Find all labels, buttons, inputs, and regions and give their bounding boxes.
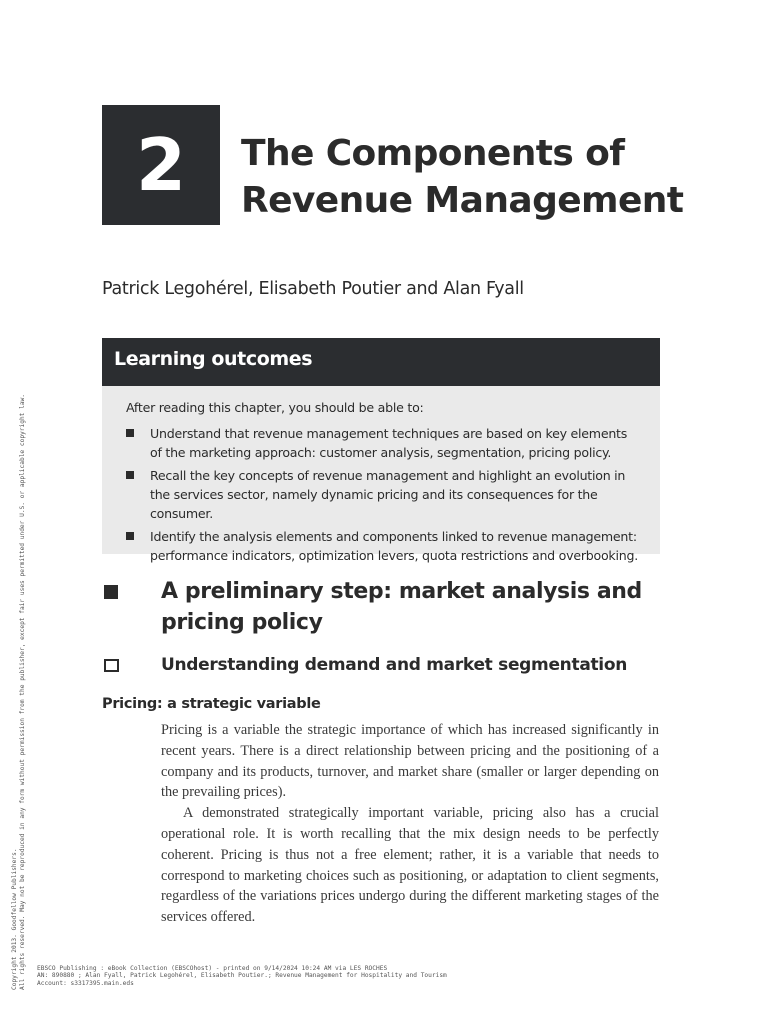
- learning-outcome-text: Understand that revenue management techniques are based on key elements of the marketing approach: customer analysis, segmentation, pricing policy.: [150, 426, 628, 460]
- square-bullet-icon: [126, 532, 134, 540]
- print-footer: [37, 965, 447, 987]
- learning-outcomes-box: [102, 386, 660, 563]
- chapter-number-box: [102, 105, 220, 225]
- copyright-line: All rights reserved. May not be reproduced in any form without permission from the publisher, except fair uses permitted under U.S. or applicable copyright law.: [18, 393, 26, 990]
- chapter-authors: Patrick Legohérel, Elisabeth Poutier and Alan Fyall: [102, 279, 524, 299]
- hollow-square-icon: [104, 659, 119, 672]
- footer-line: EBSCO Publishing : eBook Collection (EBSCOhost) - printed on 9/14/2024 10:24 AM via LES ROCHES: [37, 965, 388, 972]
- paragraph: Pricing is a variable the strategic importance of which has increased significantly in recent years. There is a direct relationship between pricing and the positioning of a company and its products, turnover, and market share (smaller or larger depending on the prevailing prices).: [161, 722, 659, 801]
- chapter-title-line2: Revenue Management: [241, 180, 684, 221]
- learning-outcome-item: [126, 466, 640, 523]
- copyright-notice: [11, 394, 26, 990]
- copyright-line: Copyright 2013. Goodfellow Publishers.: [11, 848, 18, 990]
- chapter-title: [241, 130, 683, 224]
- footer-line: AN: 890880 ; Alan Fyall, Patrick Legohérel, Elisabeth Poutier.; Revenue Management for Hospitality and Tourism: [37, 972, 447, 980]
- learning-outcome-text: Identify the analysis elements and components linked to revenue management: performance indicators, optimization levers, quota restrictions and overbooking.: [150, 529, 638, 563]
- learning-outcome-item: [126, 424, 640, 462]
- subsubsection-heading: Pricing: a strategic variable: [102, 696, 321, 712]
- section-heading-line1: A preliminary step: market analysis and: [161, 579, 642, 604]
- filled-square-icon: [104, 585, 118, 599]
- footer-line: Account: s3317395.main.eds: [37, 979, 134, 987]
- square-bullet-icon: [126, 429, 134, 437]
- chapter-title-line1: The Components of: [241, 133, 625, 174]
- subsection-heading-text: Understanding demand and market segmentation: [161, 655, 628, 675]
- learning-outcome-text: Recall the key concepts of revenue management and highlight an evolution in the services sector, namely dynamic pricing and its consequences for the consumer.: [150, 468, 626, 521]
- learning-outcomes-heading: Learning outcomes: [102, 338, 660, 386]
- section-heading-line2: pricing policy: [161, 610, 323, 635]
- body-text: [161, 720, 659, 928]
- paragraph: A demonstrated strategically important variable, pricing also has a crucial operational role. It is worth recalling that the mix design needs to be perfectly coherent. Pricing is thus not a free element; rather, it is a variable that needs to correspond to marketing choices such as positioning, or adaptation to client segments, regardless of the variations prices undergo during the different marketing stages of the services offered.: [161, 805, 659, 926]
- square-bullet-icon: [126, 471, 134, 479]
- learning-outcomes-list: [126, 424, 640, 565]
- learning-outcome-item: [126, 527, 640, 565]
- learning-outcomes-intro: After reading this chapter, you should be able to:: [126, 400, 424, 415]
- chapter-number: 2: [135, 123, 187, 207]
